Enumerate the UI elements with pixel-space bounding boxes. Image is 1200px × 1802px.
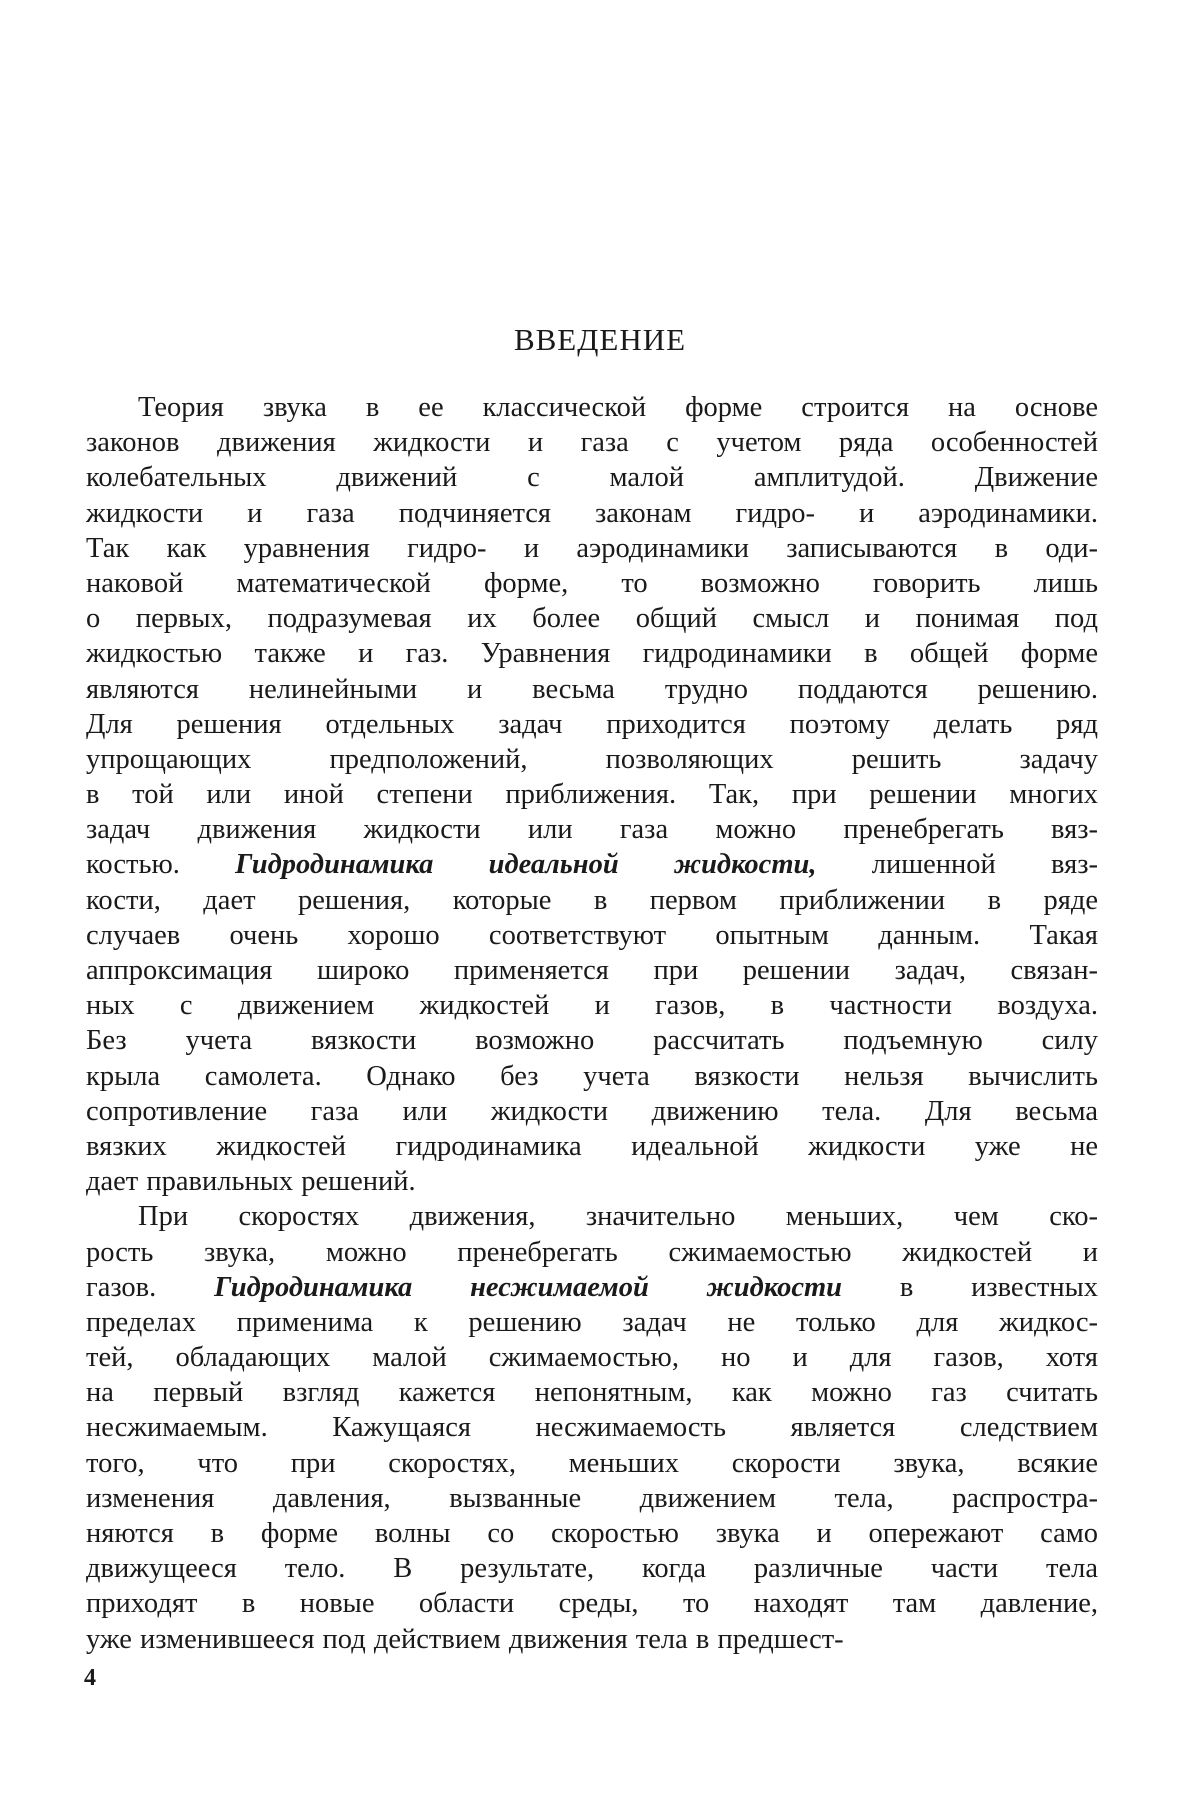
text-run: вязких жидкостей гидродинамика идеальной жидкости уже не xyxy=(86,1130,1098,1162)
text-run: Для решения отдельных задач приходится поэтому делать ряд xyxy=(86,708,1098,740)
text-line xyxy=(86,1129,1098,1164)
text-line xyxy=(86,1375,1098,1410)
text-run: того, что при скоростях, меньших скорости звука, всякие xyxy=(86,1447,1098,1479)
text-line xyxy=(86,425,1098,460)
text-run: рость звука, можно пренебрегать сжимаемостью жидкостей и xyxy=(86,1236,1098,1268)
text-line xyxy=(86,1551,1098,1586)
text-run: Без учета вязкости возможно рассчитать подъемную силу xyxy=(86,1025,1098,1057)
text-line xyxy=(86,988,1098,1023)
paragraph-2 xyxy=(86,1199,1098,1656)
text-line xyxy=(86,883,1098,918)
paragraph-1 xyxy=(86,390,1098,1199)
text-line xyxy=(86,918,1098,953)
text-run: ных с движением жидкостей и газов, в частности воздуха. xyxy=(86,990,1098,1022)
text-run: являются нелинейными и весьма трудно поддаются решению. xyxy=(86,673,1098,705)
text-run: несжимаемым. Кажущаяся несжимаемость является следствием xyxy=(86,1412,1098,1444)
text-line xyxy=(86,531,1098,566)
text-run: няются в форме волны со скоростью звука и опережают само xyxy=(86,1518,1098,1549)
text-line xyxy=(86,601,1098,636)
body-text xyxy=(86,390,1098,1657)
text-line xyxy=(86,1305,1098,1340)
text-line xyxy=(86,566,1098,601)
text-run: жидкостью также и газ. Уравнения гидродинамики в общей форме xyxy=(86,638,1098,670)
text-run: случаев очень хорошо соответствуют опытным данным. Такая xyxy=(86,919,1098,951)
text-run: сопротивление газа или жидкости движению тела. Для весьма xyxy=(86,1095,1098,1127)
chapter-title: ВВЕДЕНИЕ xyxy=(513,322,687,357)
page-number: 4 xyxy=(84,1665,96,1691)
text-run: дает правильных решений. xyxy=(86,1166,416,1198)
text-run: законов движения жидкости и газа с учетом ряда особенностей xyxy=(86,427,1098,459)
text-line xyxy=(86,496,1098,531)
text-run: задач движения жидкости или газа можно пренебрегать вяз- xyxy=(86,814,1098,846)
text-line xyxy=(86,742,1098,777)
text-line xyxy=(86,953,1098,988)
text-run: кости, дает решения, которые в первом приближении в ряде xyxy=(86,884,1098,916)
text-line xyxy=(86,1481,1098,1516)
text-line xyxy=(86,1199,1098,1234)
text-run: о первых, подразумевая их более общий смысл и понимая под xyxy=(86,603,1098,635)
text-line xyxy=(86,1516,1098,1551)
text-line xyxy=(86,1410,1098,1445)
text-line xyxy=(86,1270,1098,1305)
text-line xyxy=(86,1023,1098,1058)
text-run: в известных xyxy=(842,1271,1099,1303)
text-line xyxy=(86,460,1098,495)
text-run: лишенной вяз- xyxy=(816,849,1098,881)
text-run: газов. xyxy=(86,1271,215,1303)
text-line xyxy=(86,1059,1098,1094)
text-run: в той или иной степени приближения. Так, при решении многих xyxy=(86,779,1098,811)
text-run: колебательных движений с малой амплитудой. Движение xyxy=(86,462,1098,494)
text-run: костью. xyxy=(86,849,236,881)
text-run: тей, обладающих малой сжимаемостью, но и для газов, хотя xyxy=(86,1342,1098,1374)
text-line xyxy=(86,1622,1098,1657)
text-line xyxy=(86,777,1098,812)
emphasized-term: Гидродинамика идеальной жидкости, xyxy=(235,849,817,881)
text-run: изменения давления, вызванные движением тела, распростра- xyxy=(86,1482,1098,1514)
emphasized-term: Гидродинамика несжимаемой жидкости xyxy=(214,1271,843,1303)
text-run: Теория звука в ее классической форме строится на основе xyxy=(138,392,1098,423)
text-line xyxy=(86,672,1098,707)
text-run: пределах применима к решению задач не только для жидкос- xyxy=(86,1306,1098,1338)
text-line xyxy=(86,1235,1098,1270)
text-run: аппроксимация широко применяется при решении задач, связан- xyxy=(86,955,1098,986)
text-line xyxy=(86,636,1098,671)
text-line xyxy=(86,707,1098,742)
text-run: крыла самолета. Однако без учета вязкости нельзя вычислить xyxy=(86,1060,1098,1092)
text-run: упрощающих предположений, позволяющих решить задачу xyxy=(86,743,1098,775)
text-line xyxy=(86,1446,1098,1481)
text-run: жидкости и газа подчиняется законам гидро- и аэродинамики. xyxy=(86,497,1098,529)
text-line xyxy=(86,390,1098,425)
text-line xyxy=(86,1164,1098,1199)
text-line xyxy=(86,1586,1098,1621)
text-run: наковой математической форме, то возможно говорить лишь xyxy=(86,567,1098,599)
text-line xyxy=(86,847,1098,882)
text-run: на первый взгляд кажется непонятным, как можно газ считать xyxy=(86,1377,1098,1409)
text-run: движущееся тело. В результате, когда различные части тела xyxy=(86,1553,1098,1585)
text-run: Так как уравнения гидро- и аэродинамики записываются в оди- xyxy=(86,532,1098,564)
text-line xyxy=(86,1340,1098,1375)
text-run: приходят в новые области среды, то находят там давление, xyxy=(86,1588,1098,1620)
text-run: При скоростях движения, значительно меньших, чем ско- xyxy=(138,1201,1098,1233)
text-line xyxy=(86,1094,1098,1129)
text-line xyxy=(86,812,1098,847)
text-run: уже изменившееся под действием движения тела в предшест- xyxy=(86,1623,844,1655)
